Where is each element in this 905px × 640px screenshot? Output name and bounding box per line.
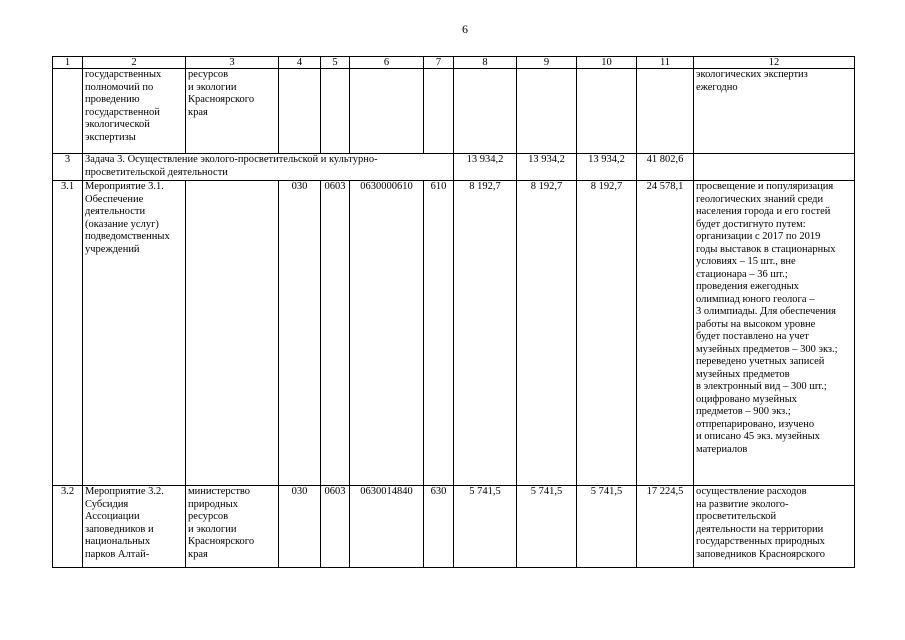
header-cell: 7 [424,57,454,69]
empty-cell [53,69,83,154]
header-cell: 9 [517,57,577,69]
row-number: 3 [53,154,83,181]
header-cell: 6 [350,57,424,69]
total-cell: 24 578,1 [637,181,694,486]
activity-row [53,486,855,568]
amount-cell: 8 192,7 [577,181,637,486]
code-cell: 610 [424,181,454,486]
header-cell: 12 [694,57,855,69]
row-number: 3.2 [53,486,83,568]
empty-cell [517,69,577,154]
page-number: 6 [462,22,468,36]
header-cell: 3 [186,57,279,69]
empty-cell [350,69,424,154]
amount-cell: 13 934,2 [454,154,517,181]
ministry-cell: ресурсов и экологии Красноярского края [186,69,279,154]
empty-cell [454,69,517,154]
task-title: Задача 3. Осуществление эколого-просветительской и культурно- просветительской деятельности [83,154,454,181]
activity-name-cell: Мероприятие 3.2. Субсидия Ассоциации заповедников и национальных парков Алтай- [83,486,186,568]
header-cell: 8 [454,57,517,69]
total-cell: 17 224,5 [637,486,694,568]
empty-cell [577,69,637,154]
amount-cell: 13 934,2 [517,154,577,181]
code-cell: 030 [279,486,321,568]
result-cell: осуществление расходов на развитие эколого- просветительской деятельности на территории государственных природных заповедников Красноярского [694,486,855,568]
code-cell: 0603 [321,181,350,486]
ministry-cell: министерство природных ресурсов и экологии Красноярского края [186,486,279,568]
header-cell: 2 [83,57,186,69]
activity-row [53,181,855,486]
header-cell: 11 [637,57,694,69]
task-row [53,154,855,181]
ministry-cell [186,181,279,486]
amount-cell: 5 741,5 [517,486,577,568]
result-cell: просвещение и популяризация геологических знаний среди населения города и его гостей будет достигнуто путем: организации с 2017 по 2019 годы выставок в стационарных условиях – 15 шт., вне стационара – 36 шт.; проведения ежегодных олимпиад юного геолога – 3 олимпиады. Для обеспечения работы на высоком уровне будет поставлено на учет музейных предметов – 300 экз.; переведено учетных записей музейных предметов в электронный вид – 300 шт.; оцифровано музейных предметов – 900 экз.; отпрепарировано, изучено и описано 45 экз. музейных материалов [694,181,855,486]
header-cell: 5 [321,57,350,69]
code-cell: 630 [424,486,454,568]
total-cell: 41 802,6 [637,154,694,181]
result-cell: экологических экспертиз ежегодно [694,69,855,154]
amount-cell: 5 741,5 [577,486,637,568]
amount-cell: 13 934,2 [577,154,637,181]
program-table [52,56,855,568]
header-cell: 10 [577,57,637,69]
code-cell: 0603 [321,486,350,568]
header-cell: 4 [279,57,321,69]
header-cell: 1 [53,57,83,69]
code-cell: 0630014840 [350,486,424,568]
empty-cell [279,69,321,154]
activity-name-cell: государственных полномочий по проведению государственной экологической экспертизы [83,69,186,154]
empty-cell [321,69,350,154]
code-cell: 0630000610 [350,181,424,486]
row-number: 3.1 [53,181,83,486]
empty-cell [637,69,694,154]
code-cell: 030 [279,181,321,486]
empty-cell [694,154,855,181]
continuation-row [53,69,855,154]
amount-cell: 8 192,7 [517,181,577,486]
amount-cell: 8 192,7 [454,181,517,486]
activity-name-cell: Мероприятие 3.1. Обеспечение деятельности (оказание услуг) подведомственных учреждений [83,181,186,486]
empty-cell [424,69,454,154]
amount-cell: 5 741,5 [454,486,517,568]
header-row [53,57,855,69]
